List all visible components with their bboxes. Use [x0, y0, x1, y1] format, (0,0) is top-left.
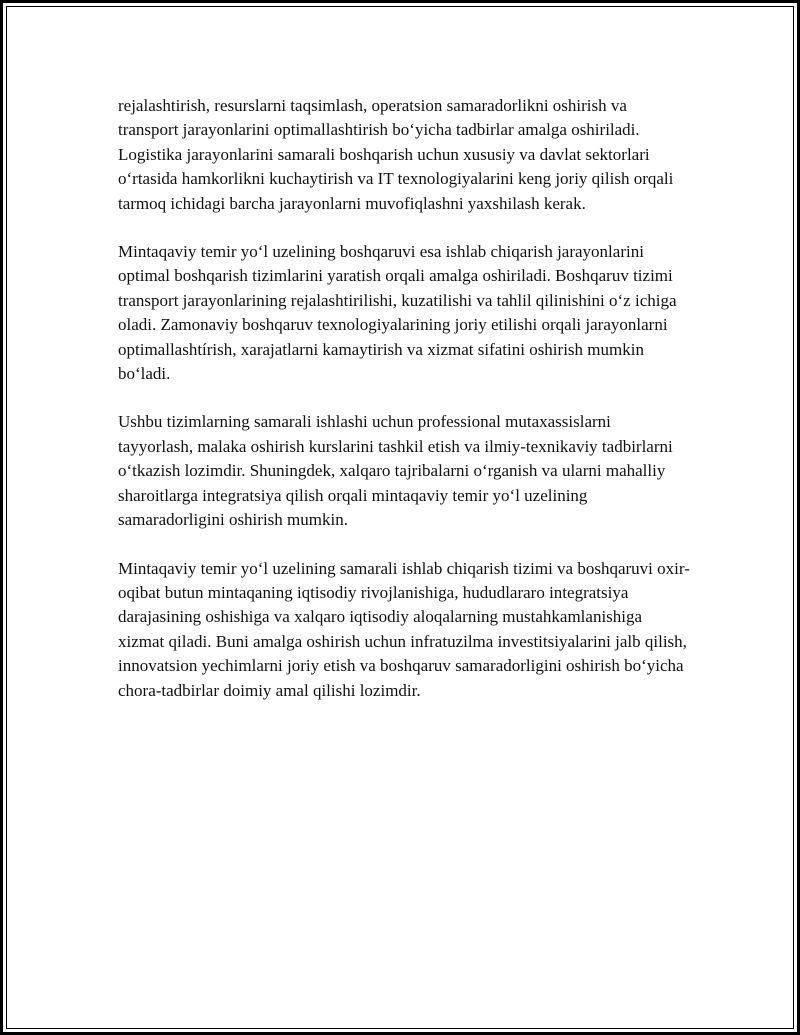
paragraph-3: Ushbu tizimlarning samarali ishlashi uchun professional mutaxassislarni tayyorlash, malaka oshirish kurslarini tashkil etish va ilmiy-texnikaviy tadbirlarni o‘tkazish lozimdir. Shuningdek, xalqaro tajribalarni o‘rganish va ularni mahalliy sharoitlarga integratsiya qilish orqali mintaqaviy temir yo‘l uzelining samaradorligini oshirish mumkin.	[118, 412, 673, 530]
document-body	[118, 94, 690, 727]
paragraph-1: rejalashtirish, resurslarni taqsimlash, operatsion samaradorlikni oshirish va transport jarayonlarini optimallashtirish bo‘yicha tadbirlar amalga oshiriladi. Logistika jarayonlarini samarali boshqarish uchun xususiy va davlat sektorlari o‘rtasida hamkorlikni kuchaytirish va IT texnologiyalarini keng joriy qilish orqali tarmoq ichidagi barcha jarayonlarni muvofiqlashni yaxshilash kerak.	[118, 96, 674, 213]
paragraph-2: Mintaqaviy temir yo‘l uzelining boshqaruvi esa ishlab chiqarish jarayonlarini optimal boshqarish tizimlarini yaratish orqali amalga oshiriladi. Boshqaruv tizimi transport jarayonlarining rejalashtirilishi, kuzatilishi va tahlil qilinishini o‘z ichiga oladi. Zamonaviy boshqaruv texnologiyalarining joriy etilishi orqali jarayonlarni optimallashtírish, xarajatlarni kamaytirish va xizmat sifatini oshirish mumkin bo‘ladi.	[118, 242, 677, 384]
paragraph-4: Mintaqaviy temir yo‘l uzelining samarali ishlab chiqarish tizimi va boshqaruvi oxir-oqibat butun mintaqaning iqtisodiy rivojlanishiga, hududlararo integratsiya darajasining oshishiga va xalqaro iqtisodiy aloqalarning mustahkamlanishiga xizmat qiladi. Buni amalga oshirish uchun infratuzilma investitsiyalarini jalb qilish, innovatsion yechimlarni joriy etish va boshqaruv samaradorligini oshirish bo‘yicha chora-tadbirlar doimiy amal qilishi lozimdir.	[118, 558, 690, 700]
